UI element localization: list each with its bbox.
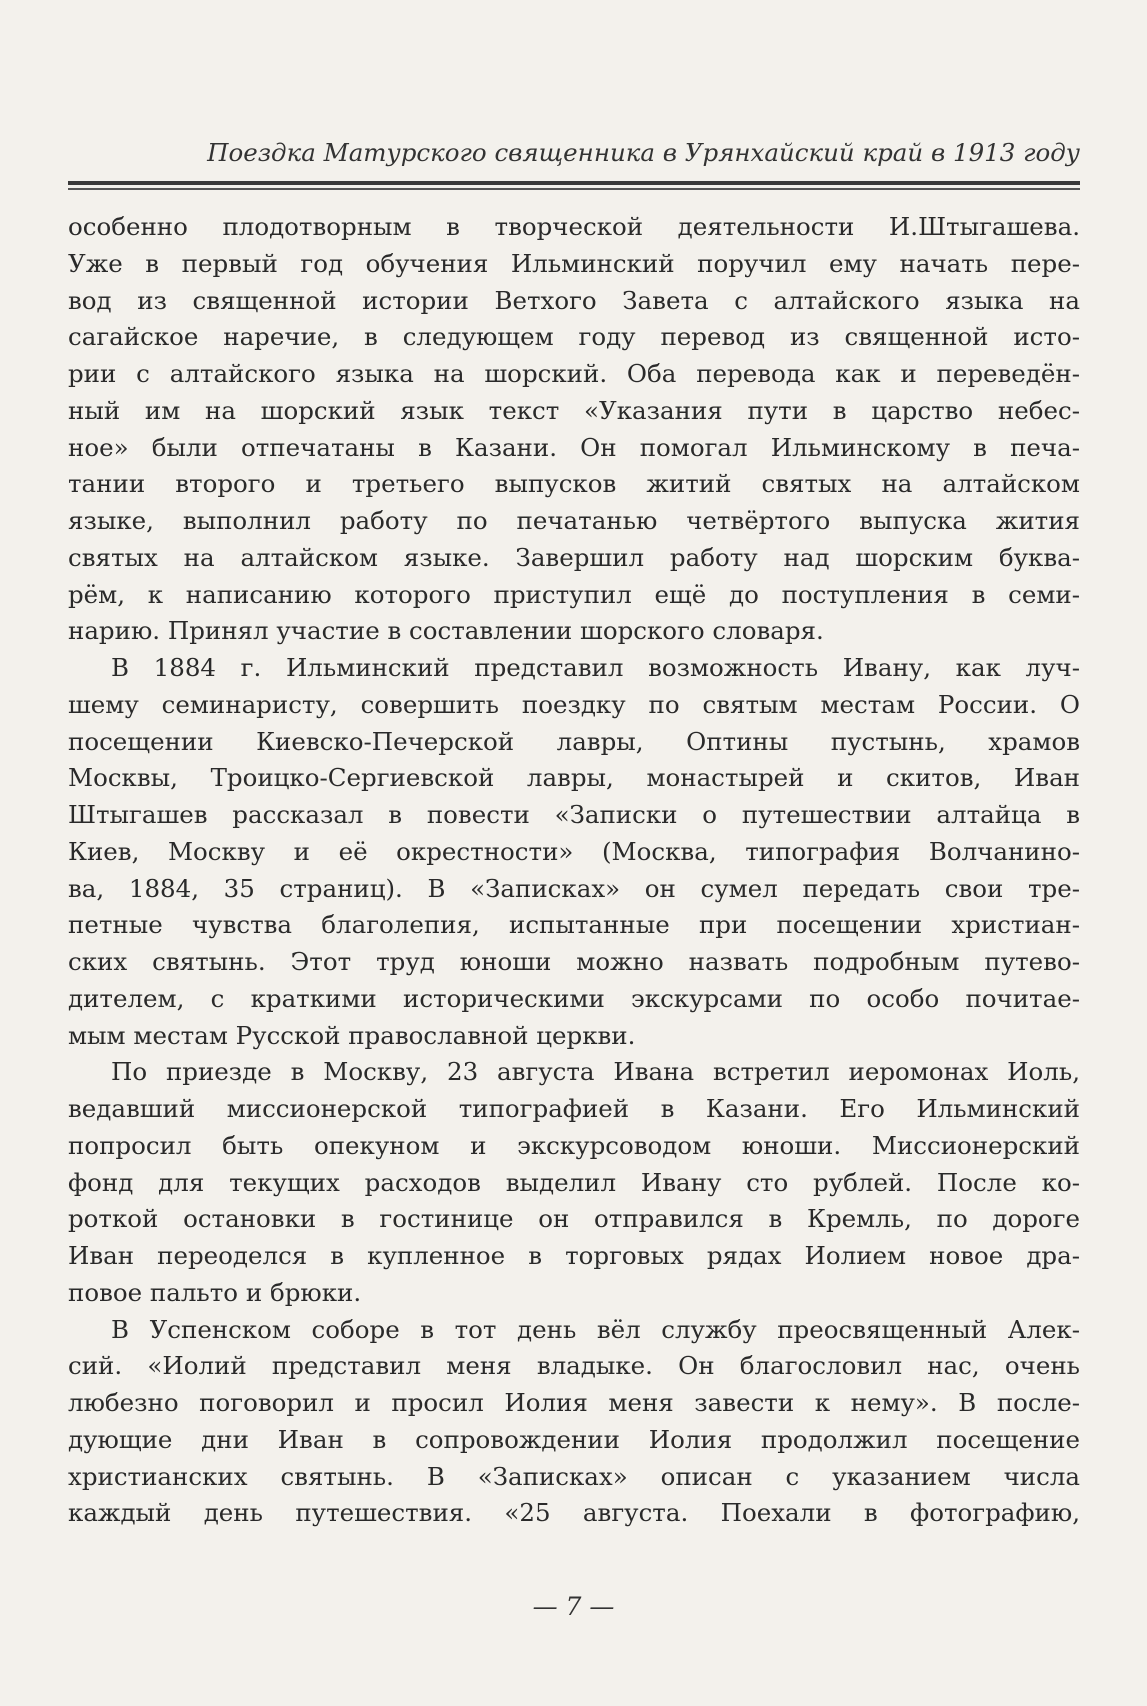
text-line: каждый день путешествия. «25 августа. Поехали в фотографию, <box>68 1498 1080 1528</box>
text-line: Уже в первый год обучения Ильминский поручил ему начать пере- <box>68 248 1080 278</box>
text-line: петные чувства благолепия, испытанные при посещении христиан- <box>68 910 1080 940</box>
text-line: шему семинаристу, совершить поездку по святым местам России. О <box>68 689 1080 719</box>
text-line: В 1884 г. Ильминский представил возможность Ивану, как луч- <box>111 653 1080 682</box>
text-line: тании второго и третьего выпусков житий святых на алтайском <box>68 469 1080 499</box>
text-line: особенно плодотворным в творческой деятельности И.Штыгашева. <box>68 212 1080 241</box>
text-line: попросил быть опекуном и экскурсоводом юноши. Миссионерский <box>68 1130 1080 1160</box>
text-line: христианских святынь. В «Записках» описан с указанием числа <box>68 1461 1080 1491</box>
text-line: ное» были отпечатаны в Казани. Он помогал Ильминскому в печа- <box>68 432 1080 462</box>
text-line: роткой остановки в гостинице он отправился в Кремль, по дороге <box>68 1204 1080 1234</box>
text-line: любезно поговорил и просил Иолия меня завести к нему». В после- <box>68 1388 1080 1417</box>
paragraph <box>68 650 1080 1054</box>
body-text <box>68 209 1080 1532</box>
header-rule-thick <box>68 181 1080 185</box>
paragraph <box>68 1312 1080 1533</box>
text-line: посещении Киевско-Печерской лавры, Оптины пустынь, храмов <box>68 726 1080 756</box>
text-line: нарию. Принял участие в составлении шорского словаря. <box>68 616 824 646</box>
text-line: рии с алтайского языка на шорский. Оба перевода как и переведён- <box>68 359 1080 388</box>
text-line: вод из священной истории Ветхого Завета с алтайского языка на <box>68 285 1080 315</box>
text-line: языке, выполнил работу по печатанью четвёртого выпуска жития <box>68 506 1080 535</box>
text-line: ских святынь. Этот труд юноши можно назвать подробным путево- <box>68 947 1080 976</box>
text-line: фонд для текущих расходов выделил Ивану сто рублей. После ко- <box>68 1167 1080 1197</box>
paragraph <box>68 1054 1080 1311</box>
text-line: повое пальто и брюки. <box>68 1277 362 1307</box>
text-line: святых на алтайском языке. Завершил работу над шорским буква- <box>68 542 1080 572</box>
page-number: — 7 — <box>532 1592 615 1621</box>
text-line: ный им на шорский язык текст «Указания пути в царство небес- <box>68 395 1080 425</box>
text-line: По приезде в Москву, 23 августа Ивана встретил иеромонах Иоль, <box>111 1057 1080 1087</box>
text-line: сий. «Иолий представил меня владыке. Он благословил нас, очень <box>68 1351 1080 1381</box>
text-line: ведавший миссионерской типографией в Казани. Его Ильминский <box>68 1094 1080 1123</box>
text-line: дителем, с краткими историческими экскурсами по особо почитае- <box>68 983 1080 1013</box>
text-line: Штыгашев рассказал в повести «Записки о путешествии алтайца в <box>68 800 1080 829</box>
text-line: Киев, Москву и её окрестности» (Москва, типография Волчанино- <box>68 836 1080 866</box>
text-line: ва, 1884, 35 страниц). В «Записках» он сумел передать свои тре- <box>68 873 1080 903</box>
text-line: сагайское наречие, в следующем году перевод из священной исто- <box>68 322 1080 352</box>
text-line: Москвы, Троицко-Сергиевской лавры, монастырей и скитов, Иван <box>68 763 1080 793</box>
paragraph <box>68 209 1080 650</box>
text-line: рём, к написанию которого приступил ещё до поступления в семи- <box>68 579 1080 609</box>
text-line: В Успенском соборе в тот день вёл службу преосвященный Алек- <box>111 1314 1080 1344</box>
header-rule-thin <box>68 188 1080 190</box>
text-line: мым местам Русской православной церкви. <box>68 1020 636 1050</box>
text-line: Иван переоделся в купленное в торговых рядах Иолием новое дра- <box>68 1241 1080 1270</box>
text-line: дующие дни Иван в сопровождении Иолия продолжил посещение <box>68 1424 1080 1454</box>
running-head: Поездка Матурского священника в Урянхайский край в 1913 году <box>207 138 1080 167</box>
